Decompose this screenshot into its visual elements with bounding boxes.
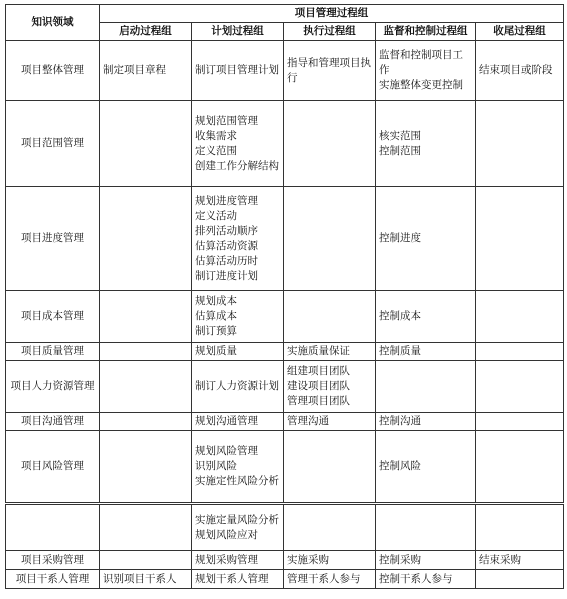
initiating-cell: [100, 413, 192, 431]
initiating-cell: [100, 343, 192, 361]
initiating-cell: [100, 187, 192, 291]
initiating-cell: [100, 361, 192, 413]
closing-cell: [476, 431, 564, 503]
executing-cell: [284, 431, 376, 503]
closing-cell: 结束项目或阶段: [476, 41, 564, 101]
row-area: 项目范围管理: [6, 101, 100, 187]
executing-cell: 管理沟通: [284, 413, 376, 431]
monitoring-cell: 核实范围 控制范围: [376, 101, 476, 187]
monitoring-cell: 控制干系人参与: [376, 570, 476, 589]
monitoring-cell: 控制进度: [376, 187, 476, 291]
planning-cell: 规划干系人管理: [192, 570, 284, 589]
row-area: 项目采购管理: [6, 551, 100, 570]
table-row: [6, 41, 564, 101]
table-row: [6, 413, 564, 431]
planning-cell: 规划风险管理 识别风险 实施定性风险分析: [192, 431, 284, 503]
monitoring-cell: 控制风险: [376, 431, 476, 503]
executing-cell: [284, 101, 376, 187]
table-row: [6, 291, 564, 343]
executing-cell: 管理干系人参与: [284, 570, 376, 589]
closing-cell: [476, 101, 564, 187]
planning-cell: 制订项目管理计划: [192, 41, 284, 101]
monitoring-cell: 控制采购: [376, 551, 476, 570]
row-area: 项目沟通管理: [6, 413, 100, 431]
closing-cell: [476, 343, 564, 361]
row-area: 项目风险管理: [6, 431, 100, 503]
planning-cell: 规划沟通管理: [192, 413, 284, 431]
table-row: [6, 505, 564, 551]
header-process-groups: 项目管理过程组: [100, 5, 564, 23]
planning-cell: 规划范围管理 收集需求 定义范围 创建工作分解结构: [192, 101, 284, 187]
initiating-cell: 识别项目干系人: [100, 570, 192, 589]
executing-cell: 实施质量保证: [284, 343, 376, 361]
initiating-cell: [100, 431, 192, 503]
header-planning: 计划过程组: [192, 23, 284, 41]
closing-cell: [476, 361, 564, 413]
planning-cell: 规划质量: [192, 343, 284, 361]
monitoring-cell: 控制成本: [376, 291, 476, 343]
executing-cell: [284, 291, 376, 343]
executing-cell: 实施采购: [284, 551, 376, 570]
planning-cell: 实施定量风险分析 规划风险应对: [192, 505, 284, 551]
closing-cell: [476, 291, 564, 343]
monitoring-cell: [376, 505, 476, 551]
row-area: [6, 505, 100, 551]
process-table: [5, 4, 564, 503]
table-row: [6, 101, 564, 187]
header-closing: 收尾过程组: [476, 23, 564, 41]
monitoring-cell: [376, 361, 476, 413]
executing-cell: 指导和管理项目执行: [284, 41, 376, 101]
closing-cell: [476, 505, 564, 551]
closing-cell: [476, 570, 564, 589]
row-area: 项目成本管理: [6, 291, 100, 343]
initiating-cell: [100, 291, 192, 343]
initiating-cell: 制定项目章程: [100, 41, 192, 101]
executing-cell: 组建项目团队 建设项目团队 管理项目团队: [284, 361, 376, 413]
initiating-cell: [100, 101, 192, 187]
monitoring-cell: 监督和控制项目工作 实施整体变更控制: [376, 41, 476, 101]
row-area: 项目整体管理: [6, 41, 100, 101]
header-executing: 执行过程组: [284, 23, 376, 41]
planning-cell: 规划进度管理 定义活动 排列活动顺序 估算活动资源 估算活动历时 制订进度计划: [192, 187, 284, 291]
header-monitoring-controlling: 监督和控制过程组: [376, 23, 476, 41]
row-area: 项目人力资源管理: [6, 361, 100, 413]
header-initiating: 启动过程组: [100, 23, 192, 41]
table-row: [6, 187, 564, 291]
closing-cell: 结束采购: [476, 551, 564, 570]
initiating-cell: [100, 505, 192, 551]
table-row: [6, 431, 564, 503]
row-area: 项目质量管理: [6, 343, 100, 361]
executing-cell: [284, 187, 376, 291]
executing-cell: [284, 505, 376, 551]
closing-cell: [476, 187, 564, 291]
closing-cell: [476, 413, 564, 431]
row-area: 项目进度管理: [6, 187, 100, 291]
header-knowledge-area: 知识领域: [6, 5, 100, 41]
table-row: [6, 343, 564, 361]
table-row: [6, 361, 564, 413]
monitoring-cell: 控制沟通: [376, 413, 476, 431]
planning-cell: 规划成本 估算成本 制订预算: [192, 291, 284, 343]
initiating-cell: [100, 551, 192, 570]
planning-cell: 制订人力资源计划: [192, 361, 284, 413]
row-area: 项目干系人管理: [6, 570, 100, 589]
planning-cell: 规划采购管理: [192, 551, 284, 570]
monitoring-cell: 控制质量: [376, 343, 476, 361]
table-row: [6, 570, 564, 589]
table-row: [6, 551, 564, 570]
process-table-continued: [5, 504, 564, 589]
